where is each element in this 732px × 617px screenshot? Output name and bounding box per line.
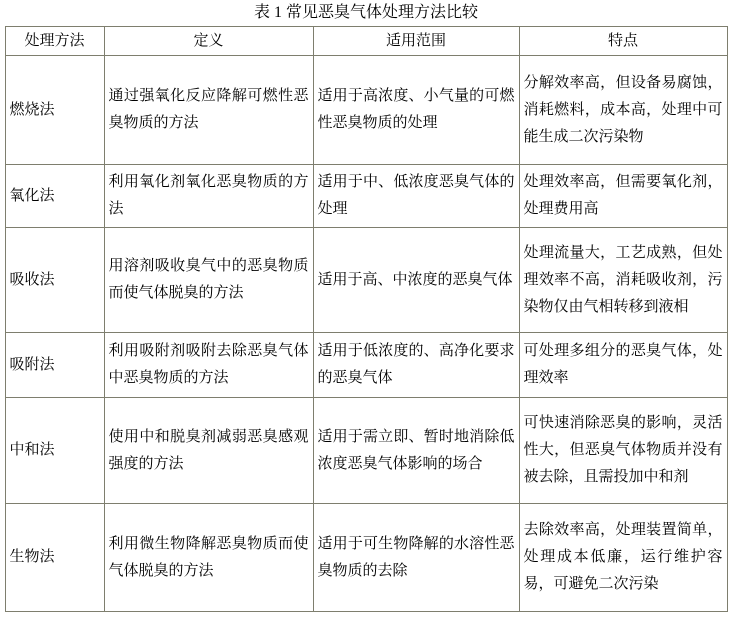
header-cell-definition: 定义 [104, 27, 313, 56]
header-cell-features: 特点 [519, 27, 727, 56]
cell-definition: 用溶剂吸收臭气中的恶臭物质而使气体脱臭的方法 [104, 228, 313, 333]
cell-features: 处理效率高，但需要氧化剂，处理费用高 [519, 165, 727, 228]
cell-features: 去除效率高，处理装置简单，处理成本低廉，运行维护容易，可避免二次污染 [519, 504, 727, 612]
header-cell-scope: 适用范围 [313, 27, 519, 56]
header-row [5, 27, 727, 56]
cell-definition: 使用中和脱臭剂减弱恶臭感观强度的方法 [104, 398, 313, 504]
cell-scope: 适用于高、中浓度的恶臭气体 [313, 228, 519, 333]
cell-features: 分解效率高，但设备易腐蚀，消耗燃料，成本高，处理中可能生成二次污染物 [519, 56, 727, 165]
cell-method: 吸附法 [5, 333, 104, 398]
cell-features: 可快速消除恶臭的影响，灵活性大，但恶臭气体物质并没有被去除，且需投加中和剂 [519, 398, 727, 504]
cell-method: 生物法 [5, 504, 104, 612]
table-row-biological [5, 504, 727, 612]
cell-scope: 适用于中、低浓度恶臭气体的处理 [313, 165, 519, 228]
cell-scope: 适用于需立即、暂时地消除低浓度恶臭气体影响的场合 [313, 398, 519, 504]
header-cell-method: 处理方法 [5, 27, 104, 56]
cell-method: 中和法 [5, 398, 104, 504]
table-row-oxidation [5, 165, 727, 228]
table-title: 表 1 常见恶臭气体处理方法比较 [253, 4, 478, 21]
cell-method: 吸收法 [5, 228, 104, 333]
comparison-table [5, 26, 728, 612]
table-row-absorption [5, 228, 727, 333]
cell-features: 处理流量大，工艺成熟，但处理效率不高，消耗吸收剂，污染物仅由气相转移到液相 [519, 228, 727, 333]
cell-method: 氧化法 [5, 165, 104, 228]
cell-features: 可处理多组分的恶臭气体，处理效率 [519, 333, 727, 398]
cell-method: 燃烧法 [5, 56, 104, 165]
cell-definition: 通过强氧化反应降解可燃性恶臭物质的方法 [104, 56, 313, 165]
table-row-neutralization [5, 398, 727, 504]
cell-definition: 利用吸附剂吸附去除恶臭气体中恶臭物质的方法 [104, 333, 313, 398]
cell-definition: 利用氧化剂氧化恶臭物质的方法 [104, 165, 313, 228]
cell-scope: 适用于低浓度的、高净化要求的恶臭气体 [313, 333, 519, 398]
table-row-adsorption [5, 333, 727, 398]
cell-definition: 利用微生物降解恶臭物质而使气体脱臭的方法 [104, 504, 313, 612]
cell-scope: 适用于高浓度、小气量的可燃性恶臭物质的处理 [313, 56, 519, 165]
table-row-combustion [5, 56, 727, 165]
cell-scope: 适用于可生物降解的水溶性恶臭物质的去除 [313, 504, 519, 612]
